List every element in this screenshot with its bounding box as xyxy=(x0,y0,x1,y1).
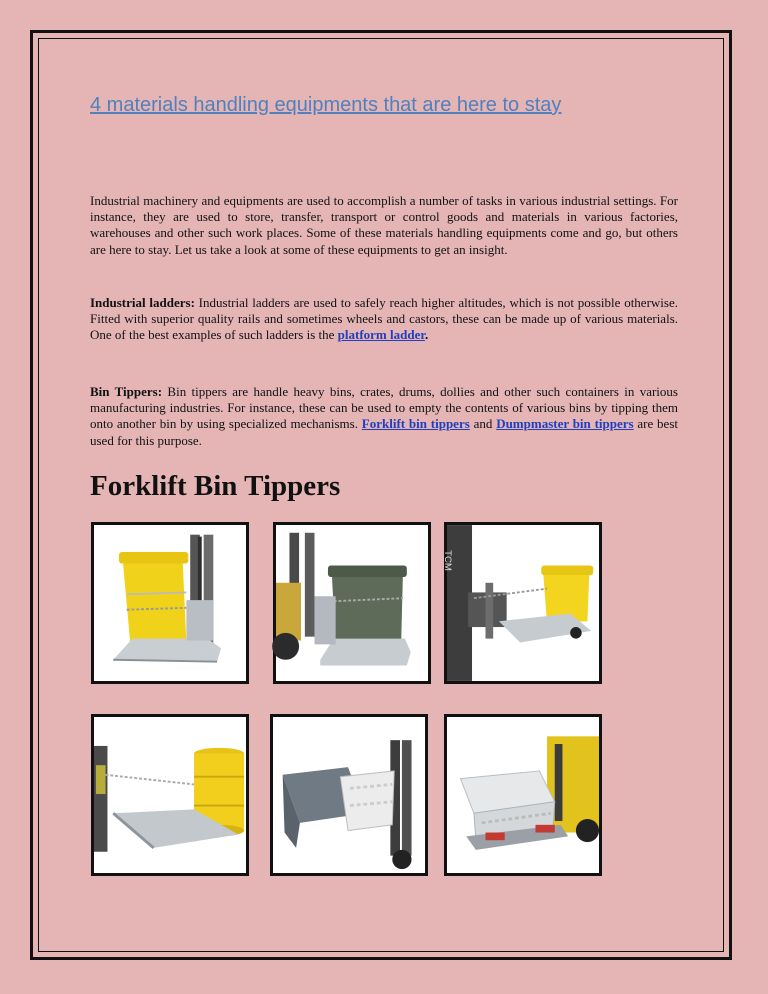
yellow-wheelie-bin-tipper-photo xyxy=(91,522,249,684)
ladders-end: . xyxy=(424,327,429,343)
intro-paragraph: Industrial machinery and equipments are used to accomplish a number of tasks in various industrial settings. For instance, they are used to store, transfer, transport or control goods and materials in various factories, warehouses and other such work places. Some of these materials handling equipments come and go, but others are here to stay. Let us take a look at some of these equipments to get an insight. xyxy=(90,193,678,257)
document-title: 4 materials handling equipments that are here to stay xyxy=(90,94,562,116)
ladders-label: Industrial ladders: xyxy=(90,295,195,310)
platform-ladder-link[interactable]: platform ladder xyxy=(337,327,425,343)
drum-tipper-photo xyxy=(91,714,249,876)
tippers-label: Bin Tippers: xyxy=(90,384,163,399)
ladders-paragraph xyxy=(90,295,678,344)
tippers-mid: and xyxy=(469,416,497,432)
tippers-text: Bin tippers are handle heavy bins, crates, drums, dollies and other such containers in various manufacturing industries. For instance, these can be used to empty the contents of various bins by tipping them onto another bin by using specialized mechanisms. xyxy=(90,384,678,432)
forklift-bin-tippers-link[interactable]: Forklift bin tippers xyxy=(361,416,470,432)
tippers-end: are best used for this purpose. xyxy=(90,416,678,448)
green-wheelie-bin-tipper-photo xyxy=(273,522,431,684)
crate-tipper-photo xyxy=(270,714,428,876)
dumpmaster-bin-tippers-link[interactable]: Dumpmaster bin tippers xyxy=(496,416,634,432)
ladders-text: Industrial ladders are used to safely reach higher altitudes, which is not possible otherwise. Fitted with superior quality rails and sometimes wheels and castors, these can be made up of various materials. One of the best examples of such ladders is the xyxy=(90,295,678,343)
tippers-paragraph xyxy=(90,384,678,449)
section-heading: Forklift Bin Tippers xyxy=(90,470,341,502)
svg-text:TCM: TCM xyxy=(442,550,454,571)
forklift-bin-tipper-side-photo xyxy=(444,522,602,684)
pallet-bin-tipper-photo xyxy=(444,714,602,876)
